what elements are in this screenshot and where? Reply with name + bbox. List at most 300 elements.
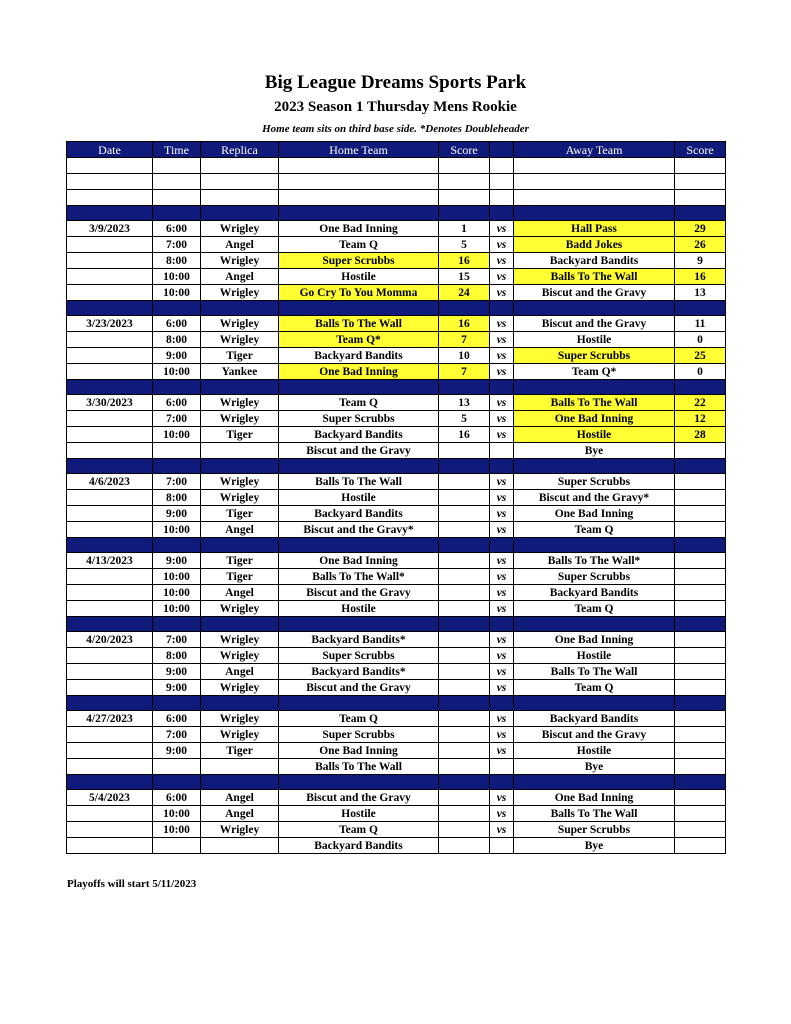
away-score-cell: 11	[675, 316, 726, 332]
separator-cell	[439, 380, 490, 395]
field-cell: Angel	[201, 664, 279, 680]
date-cell	[67, 269, 153, 285]
field-cell: Tiger	[201, 348, 279, 364]
game-row	[67, 237, 726, 253]
home-team-cell: Super Scrubbs	[279, 253, 439, 269]
home-score-cell	[439, 569, 490, 585]
separator-cell	[514, 206, 675, 221]
home-team-cell: Balls To The Wall	[279, 759, 439, 775]
vs-cell: vs	[490, 727, 514, 743]
date-cell	[67, 443, 153, 459]
field-cell: Wrigley	[201, 822, 279, 838]
away-team-cell: Hostile	[514, 427, 675, 443]
away-score-cell	[675, 790, 726, 806]
separator-cell	[153, 775, 201, 790]
home-team-cell: Biscut and the Gravy	[279, 585, 439, 601]
date-cell: 5/4/2023	[67, 790, 153, 806]
away-team-cell: Bye	[514, 759, 675, 775]
away-team-cell: One Bad Inning	[514, 506, 675, 522]
field-cell: Wrigley	[201, 601, 279, 617]
home-team-cell: Biscut and the Gravy	[279, 680, 439, 696]
home-score-cell	[439, 490, 490, 506]
date-cell	[67, 743, 153, 759]
date-cell	[67, 253, 153, 269]
home-score-cell	[439, 506, 490, 522]
week-separator	[67, 696, 726, 711]
field-cell: Angel	[201, 806, 279, 822]
home-team-cell: Backyard Bandits	[279, 427, 439, 443]
col-header-home-score: Score	[439, 142, 490, 158]
away-score-cell	[675, 759, 726, 775]
away-score-cell	[675, 822, 726, 838]
field-cell	[201, 174, 279, 190]
home-team-cell: Go Cry To You Momma	[279, 285, 439, 301]
separator-cell	[201, 617, 279, 632]
home-score-cell	[439, 158, 490, 174]
home-score-cell	[439, 553, 490, 569]
away-team-cell: Team Q	[514, 522, 675, 538]
time-cell: 9:00	[153, 553, 201, 569]
week-separator	[67, 538, 726, 553]
col-header-away-score: Score	[675, 142, 726, 158]
away-team-cell: Biscut and the Gravy	[514, 316, 675, 332]
game-row	[67, 522, 726, 538]
time-cell: 7:00	[153, 474, 201, 490]
field-cell	[201, 759, 279, 775]
field-cell: Angel	[201, 269, 279, 285]
away-team-cell: Team Q	[514, 680, 675, 696]
field-cell: Wrigley	[201, 395, 279, 411]
separator-cell	[514, 301, 675, 316]
date-cell	[67, 838, 153, 854]
field-cell	[201, 190, 279, 206]
time-cell: 9:00	[153, 680, 201, 696]
away-score-cell: 26	[675, 237, 726, 253]
home-team-cell	[279, 158, 439, 174]
home-score-cell	[439, 174, 490, 190]
vs-cell: vs	[490, 395, 514, 411]
page-title: Big League Dreams Sports Park	[264, 72, 527, 93]
away-score-cell	[675, 174, 726, 190]
separator-cell	[439, 617, 490, 632]
home-team-cell: Super Scrubbs	[279, 727, 439, 743]
home-team-cell: Backyard Bandits	[279, 838, 439, 854]
home-team-cell: Team Q	[279, 711, 439, 727]
separator-cell	[153, 301, 201, 316]
away-team-cell: Team Q*	[514, 364, 675, 380]
date-cell	[67, 348, 153, 364]
away-team-cell: One Bad Inning	[514, 411, 675, 427]
time-cell: 10:00	[153, 585, 201, 601]
game-row	[67, 838, 726, 854]
separator-cell	[153, 380, 201, 395]
separator-cell	[675, 206, 726, 221]
separator-cell	[279, 206, 439, 221]
time-cell: 6:00	[153, 221, 201, 237]
game-row	[67, 601, 726, 617]
game-row	[67, 506, 726, 522]
vs-cell: vs	[490, 253, 514, 269]
away-score-cell	[675, 601, 726, 617]
time-cell: 10:00	[153, 822, 201, 838]
vs-cell: vs	[490, 806, 514, 822]
home-team-cell: Biscut and the Gravy	[279, 443, 439, 459]
separator-cell	[279, 538, 439, 553]
home-score-cell	[439, 680, 490, 696]
schedule-body	[67, 158, 726, 854]
game-row	[67, 364, 726, 380]
separator-cell	[514, 459, 675, 474]
separator-cell	[279, 617, 439, 632]
vs-cell	[490, 174, 514, 190]
time-cell: 8:00	[153, 648, 201, 664]
away-team-cell: Balls To The Wall	[514, 395, 675, 411]
field-cell: Wrigley	[201, 711, 279, 727]
separator-cell	[153, 617, 201, 632]
separator-cell	[279, 459, 439, 474]
away-score-cell: 12	[675, 411, 726, 427]
game-row	[67, 285, 726, 301]
field-cell: Tiger	[201, 743, 279, 759]
home-score-cell: 10	[439, 348, 490, 364]
date-cell	[67, 522, 153, 538]
date-cell	[67, 174, 153, 190]
home-score-cell	[439, 522, 490, 538]
home-team-cell: Backyard Bandits*	[279, 632, 439, 648]
away-team-cell: Balls To The Wall	[514, 269, 675, 285]
time-cell	[153, 759, 201, 775]
separator-cell	[675, 538, 726, 553]
vs-cell: vs	[490, 632, 514, 648]
separator-cell	[67, 459, 153, 474]
time-cell	[153, 190, 201, 206]
away-score-cell	[675, 838, 726, 854]
date-cell: 3/23/2023	[67, 316, 153, 332]
away-team-cell	[514, 158, 675, 174]
home-team-cell: Team Q*	[279, 332, 439, 348]
time-cell: 10:00	[153, 601, 201, 617]
game-row	[67, 648, 726, 664]
separator-cell	[675, 696, 726, 711]
separator-cell	[514, 538, 675, 553]
vs-cell: vs	[490, 601, 514, 617]
separator-cell	[67, 696, 153, 711]
field-cell: Wrigley	[201, 727, 279, 743]
col-header-time: Time	[153, 142, 201, 158]
time-cell: 6:00	[153, 395, 201, 411]
away-score-cell	[675, 727, 726, 743]
away-team-cell: Hostile	[514, 648, 675, 664]
field-cell	[201, 158, 279, 174]
vs-cell: vs	[490, 285, 514, 301]
game-row	[67, 743, 726, 759]
away-score-cell: 22	[675, 395, 726, 411]
date-cell	[67, 759, 153, 775]
away-team-cell: Super Scrubbs	[514, 569, 675, 585]
time-cell: 8:00	[153, 490, 201, 506]
game-row	[67, 443, 726, 459]
separator-cell	[514, 696, 675, 711]
home-score-cell	[439, 790, 490, 806]
away-score-cell: 0	[675, 332, 726, 348]
separator-cell	[439, 696, 490, 711]
time-cell: 10:00	[153, 427, 201, 443]
week-separator	[67, 617, 726, 632]
vs-cell: vs	[490, 332, 514, 348]
home-score-cell	[439, 664, 490, 680]
separator-cell	[514, 775, 675, 790]
away-score-cell: 9	[675, 253, 726, 269]
schedule-note: Home team sits on third base side. *Denotes Doubleheader	[262, 123, 529, 135]
separator-cell	[201, 301, 279, 316]
home-team-cell: Balls To The Wall	[279, 316, 439, 332]
away-score-cell	[675, 680, 726, 696]
away-team-cell: Badd Jokes	[514, 237, 675, 253]
home-team-cell: Hostile	[279, 490, 439, 506]
home-score-cell: 13	[439, 395, 490, 411]
separator-cell	[490, 380, 514, 395]
separator-cell	[439, 538, 490, 553]
separator-cell	[675, 380, 726, 395]
date-cell	[67, 664, 153, 680]
date-cell: 4/6/2023	[67, 474, 153, 490]
time-cell: 10:00	[153, 522, 201, 538]
separator-cell	[201, 696, 279, 711]
home-score-cell	[439, 190, 490, 206]
week-separator	[67, 459, 726, 474]
separator-cell	[675, 775, 726, 790]
field-cell: Angel	[201, 585, 279, 601]
away-score-cell	[675, 806, 726, 822]
away-team-cell	[514, 174, 675, 190]
time-cell: 7:00	[153, 632, 201, 648]
game-row	[67, 395, 726, 411]
away-score-cell	[675, 743, 726, 759]
game-row	[67, 553, 726, 569]
home-team-cell: One Bad Inning	[279, 221, 439, 237]
time-cell: 6:00	[153, 711, 201, 727]
separator-cell	[67, 775, 153, 790]
date-cell	[67, 237, 153, 253]
away-score-cell	[675, 648, 726, 664]
separator-cell	[153, 696, 201, 711]
away-score-cell	[675, 711, 726, 727]
home-score-cell: 16	[439, 316, 490, 332]
separator-cell	[490, 301, 514, 316]
time-cell: 7:00	[153, 411, 201, 427]
game-row	[67, 490, 726, 506]
away-score-cell	[675, 443, 726, 459]
home-team-cell: Backyard Bandits	[279, 348, 439, 364]
home-team-cell: Hostile	[279, 806, 439, 822]
playoffs-note: Playoffs will start 5/11/2023	[67, 878, 197, 890]
vs-cell: vs	[490, 664, 514, 680]
home-score-cell	[439, 632, 490, 648]
field-cell: Wrigley	[201, 221, 279, 237]
home-team-cell: Balls To The Wall	[279, 474, 439, 490]
home-score-cell: 5	[439, 237, 490, 253]
game-row	[67, 411, 726, 427]
away-score-cell	[675, 632, 726, 648]
field-cell: Wrigley	[201, 490, 279, 506]
home-score-cell	[439, 711, 490, 727]
col-header-replica: Replica	[201, 142, 279, 158]
home-team-cell: One Bad Inning	[279, 743, 439, 759]
field-cell: Wrigley	[201, 285, 279, 301]
vs-cell: vs	[490, 348, 514, 364]
away-team-cell: Hostile	[514, 332, 675, 348]
home-team-cell: Team Q	[279, 395, 439, 411]
vs-cell: vs	[490, 585, 514, 601]
date-cell	[67, 585, 153, 601]
time-cell: 8:00	[153, 253, 201, 269]
away-team-cell: Backyard Bandits	[514, 711, 675, 727]
date-cell	[67, 490, 153, 506]
home-score-cell	[439, 474, 490, 490]
separator-cell	[153, 538, 201, 553]
home-team-cell: One Bad Inning	[279, 364, 439, 380]
separator-cell	[201, 538, 279, 553]
date-cell: 4/20/2023	[67, 632, 153, 648]
vs-cell: vs	[490, 680, 514, 696]
game-row	[67, 727, 726, 743]
away-team-cell: Super Scrubbs	[514, 474, 675, 490]
time-cell	[153, 443, 201, 459]
away-team-cell: Hall Pass	[514, 221, 675, 237]
vs-cell: vs	[490, 790, 514, 806]
separator-cell	[153, 206, 201, 221]
home-score-cell	[439, 759, 490, 775]
home-team-cell: Balls To The Wall*	[279, 569, 439, 585]
home-team-cell: Backyard Bandits	[279, 506, 439, 522]
vs-cell: vs	[490, 364, 514, 380]
away-team-cell	[514, 190, 675, 206]
time-cell: 10:00	[153, 569, 201, 585]
field-cell: Angel	[201, 237, 279, 253]
away-score-cell	[675, 585, 726, 601]
date-cell	[67, 806, 153, 822]
away-score-cell	[675, 664, 726, 680]
away-score-cell: 0	[675, 364, 726, 380]
away-team-cell: Team Q	[514, 601, 675, 617]
away-score-cell	[675, 569, 726, 585]
away-score-cell	[675, 522, 726, 538]
game-row	[67, 632, 726, 648]
separator-cell	[67, 380, 153, 395]
separator-cell	[439, 775, 490, 790]
home-team-cell: Biscut and the Gravy	[279, 790, 439, 806]
away-team-cell: Hostile	[514, 743, 675, 759]
time-cell: 8:00	[153, 332, 201, 348]
date-cell	[67, 601, 153, 617]
separator-cell	[675, 459, 726, 474]
home-team-cell: Super Scrubbs	[279, 411, 439, 427]
game-row	[67, 174, 726, 190]
week-separator	[67, 301, 726, 316]
home-team-cell: Hostile	[279, 601, 439, 617]
separator-cell	[490, 617, 514, 632]
vs-cell: vs	[490, 553, 514, 569]
away-team-cell: Super Scrubbs	[514, 348, 675, 364]
away-score-cell	[675, 490, 726, 506]
time-cell	[153, 158, 201, 174]
game-row	[67, 221, 726, 237]
time-cell	[153, 838, 201, 854]
home-team-cell	[279, 190, 439, 206]
away-score-cell	[675, 553, 726, 569]
field-cell: Yankee	[201, 364, 279, 380]
field-cell: Wrigley	[201, 316, 279, 332]
vs-cell	[490, 443, 514, 459]
col-header-vs	[490, 142, 514, 158]
week-separator	[67, 206, 726, 221]
date-cell	[67, 411, 153, 427]
field-cell: Tiger	[201, 506, 279, 522]
vs-cell	[490, 759, 514, 775]
separator-cell	[514, 380, 675, 395]
page-subtitle: 2023 Season 1 Thursday Mens Rookie	[274, 99, 517, 115]
field-cell: Wrigley	[201, 632, 279, 648]
separator-cell	[201, 775, 279, 790]
away-score-cell: 28	[675, 427, 726, 443]
game-row	[67, 759, 726, 775]
separator-cell	[439, 459, 490, 474]
home-score-cell: 16	[439, 427, 490, 443]
date-cell	[67, 158, 153, 174]
vs-cell	[490, 838, 514, 854]
home-team-cell: One Bad Inning	[279, 553, 439, 569]
time-cell: 9:00	[153, 743, 201, 759]
away-team-cell: One Bad Inning	[514, 790, 675, 806]
vs-cell: vs	[490, 711, 514, 727]
away-score-cell	[675, 158, 726, 174]
field-cell: Wrigley	[201, 411, 279, 427]
time-cell: 6:00	[153, 790, 201, 806]
away-score-cell	[675, 190, 726, 206]
field-cell: Wrigley	[201, 648, 279, 664]
week-separator	[67, 775, 726, 790]
away-team-cell: Balls To The Wall	[514, 664, 675, 680]
vs-cell: vs	[490, 269, 514, 285]
date-cell: 4/13/2023	[67, 553, 153, 569]
separator-cell	[67, 301, 153, 316]
game-row	[67, 427, 726, 443]
away-score-cell: 29	[675, 221, 726, 237]
game-row	[67, 348, 726, 364]
separator-cell	[67, 538, 153, 553]
home-score-cell: 5	[439, 411, 490, 427]
game-row	[67, 332, 726, 348]
separator-cell	[67, 206, 153, 221]
separator-cell	[279, 696, 439, 711]
game-row	[67, 253, 726, 269]
home-score-cell: 7	[439, 364, 490, 380]
date-cell	[67, 332, 153, 348]
field-cell	[201, 838, 279, 854]
separator-cell	[490, 206, 514, 221]
field-cell: Angel	[201, 522, 279, 538]
date-cell	[67, 427, 153, 443]
date-cell	[67, 680, 153, 696]
home-score-cell	[439, 743, 490, 759]
schedule-table	[66, 141, 726, 854]
header-row	[67, 142, 726, 158]
separator-cell	[439, 206, 490, 221]
game-row	[67, 474, 726, 490]
away-team-cell: Super Scrubbs	[514, 822, 675, 838]
game-row	[67, 569, 726, 585]
home-score-cell	[439, 822, 490, 838]
